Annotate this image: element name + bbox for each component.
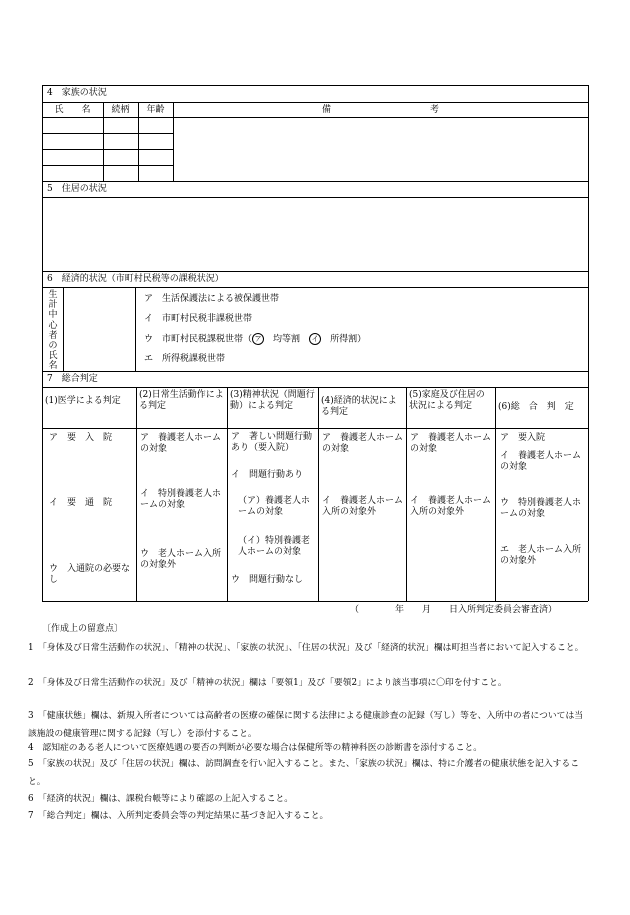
economic-judgment-i: イ 養護老人ホーム入所の対象外 [322, 496, 404, 518]
judgment-col-mental: (3)精神状況（問題行動）による判定 [230, 390, 315, 412]
judgment-col-adl: (2)日常生活動作による判定 [139, 390, 224, 412]
economic-judgment-a: ア 養護老人ホームの対象 [322, 433, 404, 455]
review-date-line: （ 年 月 日入所判定委員会審査済） [350, 605, 558, 615]
mental-option-i-i: （イ）特別養護老人ホームの対象 [238, 536, 311, 558]
note-6: 6 「経済的状況」欄は、課税台帳等により確認の上記入すること。 [28, 794, 294, 804]
overall-option-i: イ 養護老人ホームの対象 [500, 451, 582, 473]
note-4: 4 認知症のある老人について医療処遇の要否の判断が必要な場合は保健所等の精神科医の診断書を添付すること。 [28, 743, 483, 753]
note-1: 1 「身体及び日常生活動作の状況」、「精神の状況」、「家族の状況」、「住居の状況」及び「経済的状況」欄は町担当者において記入すること。 [28, 643, 584, 653]
note-2: 2 「身体及び日常生活動作の状況」及び「精神の状況」欄は「要領1」及び「要領2」により該当事項に〇印を付すこと。 [28, 678, 507, 688]
economic-heading: 6 経済的状況（市町村民税等の課税状況） [47, 274, 224, 284]
economic-option-i: イ 市町村民税非課税世帯 [144, 314, 253, 324]
judgment-heading: 7 総合判定 [47, 374, 98, 384]
judgment-col-overall: (6)総 合 判 定 [498, 402, 574, 412]
family-col-name: 氏 名 [54, 105, 91, 115]
notes-heading: 〔作成上の留意点〕 [42, 624, 124, 634]
family-heading: 4 家族の状況 [47, 88, 107, 98]
note-7: 7 「総合判定」欄は、入所判定委員会等の判定結果に基づき記入すること。 [28, 811, 329, 821]
residence-heading: 5 住居の状況 [47, 184, 107, 194]
economic-option-a: ア 生活保護法による被保護世帯 [144, 294, 280, 304]
overall-option-u: ウ 特別養護老人ホームの対象 [500, 498, 582, 520]
breadwinner-name-label: 生計中心者の氏名 [48, 290, 58, 372]
family-col-remarks: 備 考 [321, 105, 439, 115]
note-5: 5 「家族の状況」及び「住居の状況」欄は、訪問調査を行い記入すること。また、「家族の状況」欄は、特に介護者の健康状態を記入すること。 [28, 759, 580, 787]
mental-option-i-a: （ア）養護老人ホームの対象 [238, 496, 311, 518]
judgment-col-medical: (1)医学による判定 [45, 396, 121, 406]
economic-option-u: ウ 市町村民税課税世帯（ ア 均等割 イ 所得割） [144, 334, 367, 345]
circled-a-mark: ア [252, 333, 264, 345]
circled-i-mark: イ [309, 333, 321, 345]
medical-option-i: イ 要 通 院 [49, 498, 113, 508]
mental-option-u: ウ 問題行動なし [231, 575, 304, 585]
adl-option-a: ア 養護老人ホームの対象 [140, 433, 222, 455]
family-housing-judgment-i: イ 養護老人ホーム入所の対象外 [410, 496, 492, 518]
judgment-col-family-housing: (5)家庭及び住居の状況による判定 [409, 390, 485, 412]
adl-option-i: イ 特別養護老人ホームの対象 [140, 489, 222, 511]
adl-option-u: ウ 老人ホーム入所の対象外 [140, 549, 222, 571]
judgment-col-economic: (4)経済的状況による判定 [321, 396, 397, 418]
mental-option-i: イ 問題行動あり [231, 470, 304, 480]
family-col-relation: 続柄 [111, 105, 130, 115]
overall-option-a: ア 要入院 [500, 433, 546, 443]
mental-option-a: ア 著しい問題行動あり（要入院） [231, 432, 313, 454]
medical-option-a: ア 要 入 院 [49, 433, 113, 443]
medical-option-u: ウ 入通院の必要なし [49, 564, 131, 586]
overall-option-e: エ 老人ホーム入所の対象外 [500, 545, 582, 567]
note-3: 3 「健康状態」欄は、新規入所者については高齢者の医療の確保に関する法律による健康診査の記録（写し）等を、入所中の者については当該施設の健康管理に関する記録（写し）を添付すること。 [28, 711, 584, 739]
economic-option-e: エ 所得税課税世帯 [144, 354, 226, 364]
family-housing-judgment-a: ア 養護老人ホームの対象 [410, 433, 492, 455]
family-col-age: 年齢 [146, 105, 165, 115]
